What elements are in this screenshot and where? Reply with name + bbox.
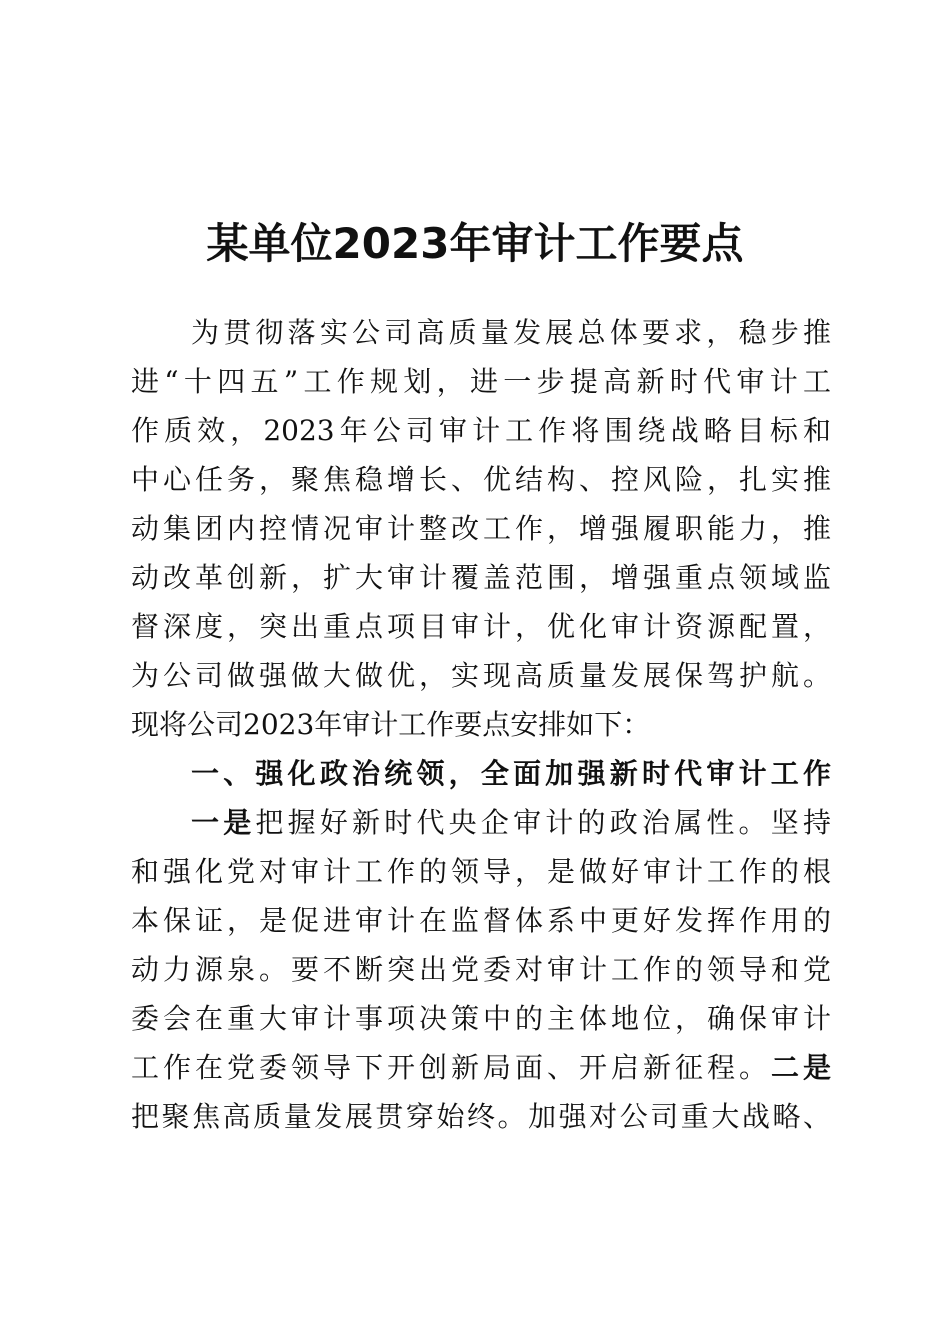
point-one-line: 和强化党对审计工作的领导，是做好审计工作的根: [131, 855, 831, 888]
point-two-lead: 二是: [770, 1051, 831, 1084]
intro-line: 为公司做强做大做优，实现高质量发展保驾护航。: [131, 659, 831, 692]
intro-line: 动改革创新，扩大审计覆盖范围，增强重点领域监: [131, 561, 831, 594]
point-one-line: 委会在重大审计事项决策中的主体地位，确保审计: [131, 1002, 831, 1035]
intro-line: 作质效，2023年公司审计工作将围绕战略目标和: [131, 414, 831, 447]
intro-line: 为贯彻落实公司高质量发展总体要求，稳步推: [191, 316, 831, 349]
document-body: [131, 308, 831, 1141]
intro-line: 督深度，突出重点项目审计，优化审计资源配置，: [131, 610, 831, 643]
point-one-closing-text: 工作在党委领导下开创新局面、开启新征程。: [131, 1051, 771, 1084]
point-two-line: 把聚焦高质量发展贯穿始终。加强对公司重大战略、: [131, 1100, 831, 1133]
point-one-line: 本保证，是促进审计在监督体系中更好发挥作用的: [131, 904, 831, 937]
document-title: 某单位2023年审计工作要点: [206, 219, 744, 268]
intro-line: 中心任务，聚焦稳增长、优结构、控风险，扎实推: [131, 463, 831, 496]
point-one-text: 把握好新时代央企审计的政治属性。坚持: [255, 806, 831, 839]
point-one-first-line: [131, 798, 831, 847]
point-one-lead: 一是: [191, 806, 256, 839]
point-one-last-line: [131, 1043, 831, 1092]
intro-line: 现将公司2023年审计工作要点安排如下：: [131, 708, 651, 741]
section-heading: 一、强化政治统领，全面加强新时代审计工作: [191, 757, 831, 790]
intro-line: 进“十四五”工作规划，进一步提高新时代审计工: [131, 365, 831, 398]
point-one-line: 动力源泉。要不断突出党委对审计工作的领导和党: [131, 953, 831, 986]
intro-line: 动集团内控情况审计整改工作，增强履职能力，推: [131, 512, 831, 545]
